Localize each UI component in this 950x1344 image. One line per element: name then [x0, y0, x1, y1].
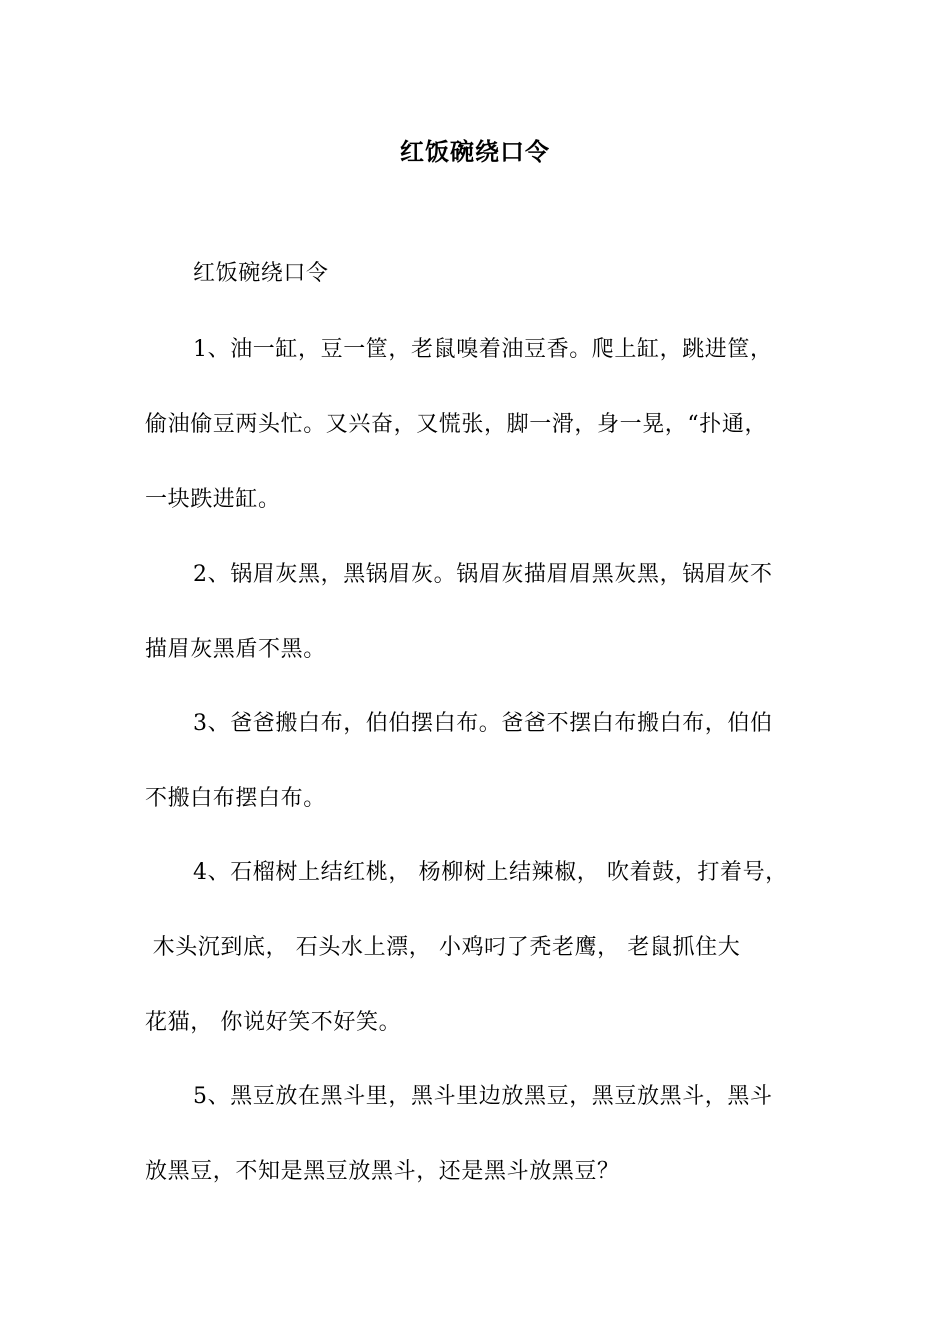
paragraph-line: 偷油偷豆两头忙。又兴奋，又慌张，脚一滑，身一晃，“扑通， [145, 412, 768, 437]
paragraph-line: 不搬白布摆白布。 [145, 786, 326, 811]
paragraph-line: 木头沉到底， 石头水上漂， 小鸡叼了秃老鹰， 老鼠抓住大 [145, 935, 741, 960]
document-subtitle: 红饭碗绕口令 [193, 261, 329, 286]
paragraph-line: 5、黑豆放在黑斗里，黑斗里边放黑豆，黑豆放黑斗，黑斗 [193, 1084, 773, 1109]
paragraph-line: 花猫， 你说好笑不好笑。 [145, 1010, 402, 1035]
paragraph-line: 2、锅眉灰黑，黑锅眉灰。锅眉灰描眉眉黑灰黑，锅眉灰不 [193, 562, 773, 587]
document-title: 红饭碗绕口令 [400, 137, 550, 166]
paragraph-line: 1、油一缸，豆一筐，老鼠嗅着油豆香。爬上缸，跳进筐， [193, 337, 773, 362]
paragraph-line: 3、爸爸搬白布，伯伯摆白布。爸爸不摆白布搬白布，伯伯 [193, 711, 773, 736]
paragraph-line: 一块跌进缸。 [145, 487, 281, 512]
paragraph-line: 4、石榴树上结红桃， 杨柳树上结辣椒， 吹着鼓，打着号， [193, 860, 788, 885]
paragraph-line: 描眉灰黑盾不黑。 [145, 637, 326, 662]
paragraph-line: 放黑豆，不知是黑豆放黑斗，还是黑斗放黑豆？ [145, 1159, 620, 1184]
